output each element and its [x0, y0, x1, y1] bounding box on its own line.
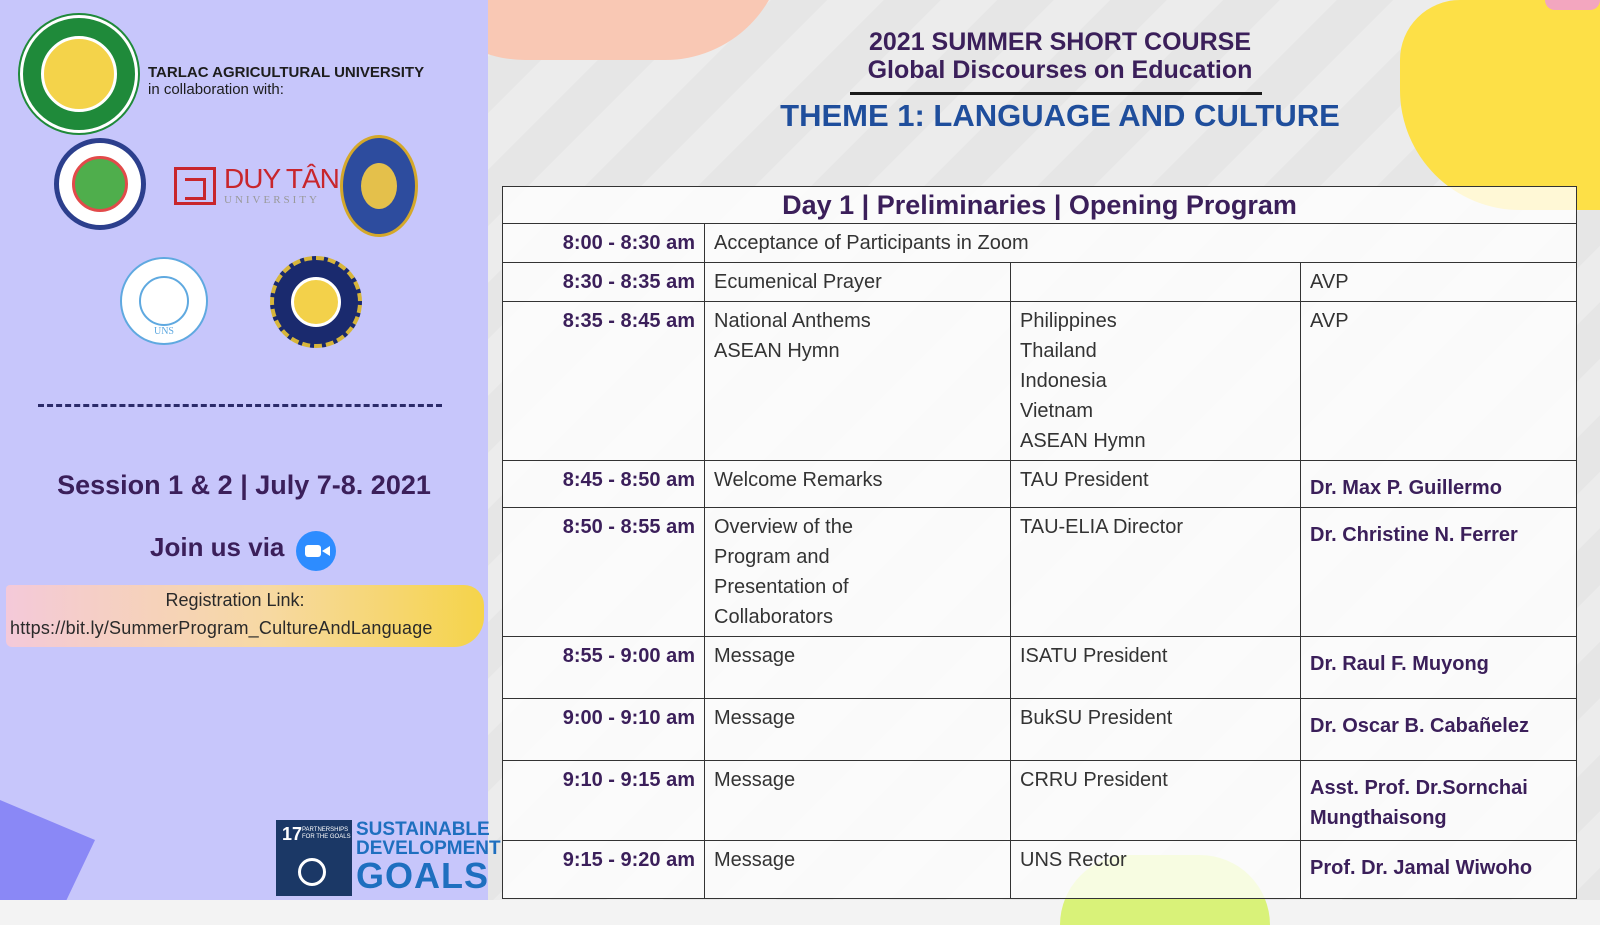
title-underline — [850, 92, 1262, 95]
duytan-mark-icon — [174, 167, 216, 205]
time-cell: 8:30 - 8:35 am — [503, 263, 705, 302]
sdg-17-icon — [276, 820, 352, 896]
role-cell-line: Indonesia — [1020, 370, 1107, 392]
table-row — [503, 263, 1577, 302]
activity-cell-line: Acceptance of Participants in Zoom — [714, 232, 1029, 254]
sdg-caption: PARTNERSHIPS FOR THE GOALS — [302, 827, 351, 840]
role-cell-line: Philippines — [1020, 310, 1117, 332]
duytan-sub: UNIVERSITY — [224, 194, 320, 206]
isatu-logo-icon — [270, 256, 362, 348]
role-cell-line: TAU President — [1020, 469, 1149, 491]
registration-label: Registration Link: — [165, 590, 305, 610]
activity-cell — [705, 461, 1011, 508]
speaker-cell — [1301, 637, 1577, 699]
sdg-wordmark: SUSTAINABLE DEVELOPMENT GOALS — [356, 819, 501, 896]
join-label: Join us via — [150, 532, 285, 562]
role-cell — [1011, 699, 1301, 761]
time-cell: 9:15 - 9:20 am — [503, 841, 705, 899]
activity-cell — [705, 263, 1011, 302]
role-cell-line: TAU-ELIA Director — [1020, 516, 1183, 538]
uns-logo-icon — [120, 257, 208, 345]
table-row — [503, 224, 1577, 263]
speaker-cell-line: Asst. Prof. Dr.Sornchai — [1310, 777, 1528, 799]
speaker-cell-line: Dr. Max P. Guillermo — [1310, 477, 1502, 499]
speaker-cell-line: Dr. Oscar B. Cabañelez — [1310, 715, 1529, 737]
speaker-cell-line: Mungthaisong — [1310, 807, 1447, 829]
role-cell-line: Thailand — [1020, 340, 1097, 362]
activity-cell-line: Overview of the — [714, 516, 853, 538]
sdg-ring-icon — [298, 858, 326, 886]
table-row — [503, 699, 1577, 761]
course-title — [680, 28, 1440, 84]
zoom-icon[interactable] — [296, 531, 336, 571]
program-table — [502, 186, 1577, 899]
role-cell — [1011, 461, 1301, 508]
activity-cell-line: Program and — [714, 546, 830, 568]
speaker-cell-line: Dr. Raul F. Muyong — [1310, 653, 1489, 675]
course-title-line: 2021 SUMMER SHORT COURSE — [868, 28, 1252, 56]
activity-cell-line: Presentation of — [714, 576, 849, 598]
speaker-cell-line: Dr. Christine N. Ferrer — [1310, 524, 1518, 546]
activity-cell-line: Message — [714, 645, 796, 667]
table-row — [503, 461, 1577, 508]
speaker-cell — [1301, 508, 1577, 637]
duytan-logo — [174, 165, 339, 206]
time-cell: 8:45 - 8:50 am — [503, 461, 705, 508]
speaker-cell — [1301, 699, 1577, 761]
activity-cell — [705, 302, 1011, 461]
role-cell — [1011, 508, 1301, 637]
duytan-name: DUY TÂN — [224, 163, 339, 194]
decor-pink-blob — [1545, 0, 1600, 10]
speaker-cell-line: Prof. Dr. Jamal Wiwoho — [1310, 857, 1533, 879]
speaker-cell — [1301, 263, 1577, 302]
activity-cell — [705, 224, 1577, 263]
time-cell: 8:35 - 8:45 am — [503, 302, 705, 461]
time-cell: 8:55 - 9:00 am — [503, 637, 705, 699]
session-dates: Session 1 & 2 | July 7-8. 2021 — [57, 470, 431, 500]
day-header: Day 1 | Preliminaries | Opening Program — [503, 187, 1577, 224]
role-cell — [1011, 841, 1301, 899]
activity-cell — [705, 761, 1011, 841]
role-cell-line: ISATU President — [1020, 645, 1168, 667]
activity-cell-line: Message — [714, 769, 796, 791]
uns-logo-text: UNS — [153, 326, 174, 337]
table-row — [503, 841, 1577, 899]
role-cell — [1011, 761, 1301, 841]
activity-cell-line: Message — [714, 707, 796, 729]
role-cell-line: CRRU President — [1020, 769, 1168, 791]
activity-cell-line: Message — [714, 849, 796, 871]
university-name: TARLAC AGRICULTURAL UNIVERSITY — [148, 64, 425, 81]
role-cell — [1011, 263, 1301, 302]
activity-cell — [705, 841, 1011, 899]
time-cell: 8:50 - 8:55 am — [503, 508, 705, 637]
sdg-number: 17 — [282, 824, 303, 844]
theme-title: THEME 1: LANGUAGE AND CULTURE — [780, 98, 1340, 133]
activity-cell-line: Collaborators — [714, 606, 833, 628]
role-cell-line: UNS Rector — [1020, 849, 1127, 871]
table-row — [503, 761, 1577, 841]
course-subtitle: Global Discourses on Education — [867, 56, 1253, 84]
collaboration-label: in collaboration with: — [148, 81, 284, 98]
activity-cell — [705, 637, 1011, 699]
sdg-badge — [276, 820, 501, 896]
registration-link[interactable]: https://bit.ly/SummerProgram_CultureAndLanguage — [10, 618, 433, 638]
decor-violet-shape — [0, 800, 95, 900]
table-row — [503, 508, 1577, 637]
activity-cell-line: ASEAN Hymn — [714, 340, 840, 362]
role-cell — [1011, 637, 1301, 699]
speaker-cell-line: AVP — [1310, 310, 1349, 332]
tau-logo-icon — [20, 15, 138, 133]
dashed-divider — [38, 404, 442, 407]
crru-logo-icon — [340, 135, 418, 237]
speaker-cell-line: AVP — [1310, 271, 1349, 293]
activity-cell-line: Ecumenical Prayer — [714, 271, 882, 293]
speaker-cell — [1301, 302, 1577, 461]
speaker-cell — [1301, 461, 1577, 508]
activity-cell — [705, 508, 1011, 637]
time-cell: 8:00 - 8:30 am — [503, 224, 705, 263]
activity-cell-line: Welcome Remarks — [714, 469, 883, 491]
table-row — [503, 637, 1577, 699]
speaker-cell — [1301, 761, 1577, 841]
time-cell: 9:10 - 9:15 am — [503, 761, 705, 841]
table-row — [503, 302, 1577, 461]
role-cell-line: ASEAN Hymn — [1020, 430, 1146, 452]
buksu-logo-icon — [54, 138, 146, 230]
role-cell-line: Vietnam — [1020, 400, 1094, 422]
activity-cell — [705, 699, 1011, 761]
activity-cell-line: National Anthems — [714, 310, 871, 332]
role-cell-line: BukSU President — [1020, 707, 1173, 729]
speaker-cell — [1301, 841, 1577, 899]
left-panel — [0, 0, 488, 900]
role-cell — [1011, 302, 1301, 461]
time-cell: 9:00 - 9:10 am — [503, 699, 705, 761]
